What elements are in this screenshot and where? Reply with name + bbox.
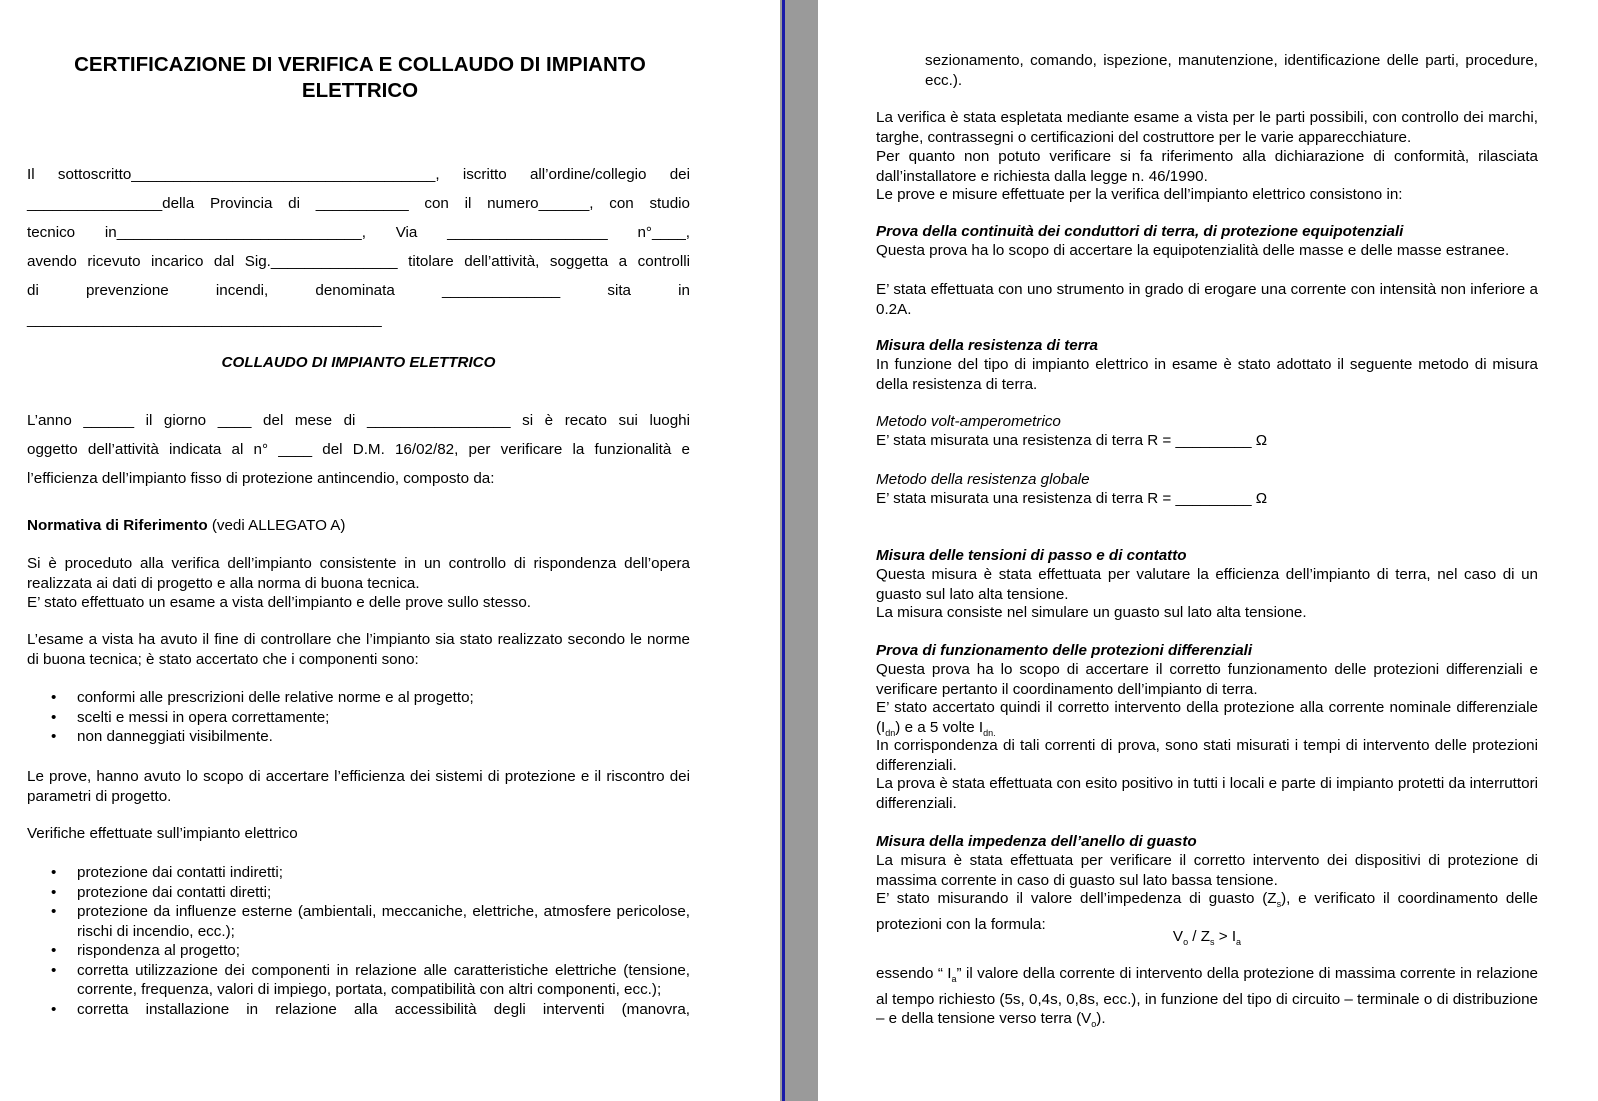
paragraph-expletata: La verifica è stata espletata mediante esame a vista per le parti possibili, con controllo dei marchi, targhe, contrassegni o certificazioni del costruttore per le varie apparecchiature. xyxy=(876,109,1538,146)
heading-differenziali: Prova di funzionamento delle protezioni differenziali xyxy=(876,642,1253,659)
text-run: ” il valore della corrente di intervento della protezione di massima corrente in relazione al tempo richiesto (5s, 0,4s, 0,8s, ecc.), in funzione del tipo di circuito – terminale o di distribuzione – e della tensione verso terra (V xyxy=(876,965,1539,1028)
list-item: • rispondenza al progetto; xyxy=(27,941,690,961)
text-run: essendo “ I xyxy=(876,965,952,982)
paragraph-differenziali-3: In corrispondenza di tali correnti di prova, sono stati misurati i tempi di intervento delle protezioni differenziali. xyxy=(876,737,1538,774)
heading-continuita: Prova della continuità dei conduttori di terra, di protezione equipotenziali xyxy=(876,223,1404,240)
anno-paragraph xyxy=(27,406,690,493)
subscript: dn xyxy=(885,727,896,738)
anno-line: l’efficienza dell’impianto fisso di protezione antincendio, composto da: xyxy=(27,470,495,487)
metodo-globale-line: E’ stata misurata una resistenza di terra R = _________ Ω xyxy=(876,490,1268,507)
metodo-globale-title: Metodo della resistenza globale xyxy=(876,471,1090,488)
metodo-volt-title: Metodo volt-amperometrico xyxy=(876,413,1061,430)
paragraph-resistenza: In funzione del tipo di impianto elettrico in esame è stato adottato il seguente metodo di misura della resistenza di terra. xyxy=(876,356,1538,393)
form-line: __________________________________________ xyxy=(27,311,382,328)
subscript: s xyxy=(1210,937,1215,948)
list-item: • scelti e messi in opera correttamente; xyxy=(27,708,690,728)
paragraph-continuita-2: E’ stata effettuata con uno strumento in grado di erogare una corrente con intensità non inferiore a 0.2A. xyxy=(876,281,1538,318)
anno-line: oggetto dell’attività indicata al n° ____ del D.M. 16/02/82, per verificare la funzionalità e xyxy=(27,441,690,458)
paragraph-prove-misure: Le prove e misure effettuate per la verifica dell’impianto elettrico consistono in: xyxy=(876,186,1403,203)
paragraph-impedenza-3 xyxy=(876,964,1538,1035)
formula xyxy=(876,927,1538,953)
form-line: Il sottoscritto____________________________________, iscritto all’ordine/collegio dei xyxy=(27,166,690,183)
list-item: • conformi alle prescrizioni delle relative norme e al progetto; xyxy=(27,688,690,708)
heading-impedenza: Misura della impedenza dell’anello di guasto xyxy=(876,833,1197,850)
text-run: ). xyxy=(1096,1010,1106,1028)
form-line: di prevenzione incendi, denominata ______________ sita in xyxy=(27,282,690,299)
subscript: o xyxy=(1183,937,1189,948)
paragraph-verifiche: Verifiche effettuate sull’impianto elettrico xyxy=(27,825,298,842)
components-list xyxy=(27,688,690,747)
list-item: • non danneggiati visibilmente. xyxy=(27,727,690,747)
document-title: CERTIFICAZIONE DI VERIFICA E COLLAUDO DI IMPIANTO ELETTRICO xyxy=(74,53,646,102)
page-divider xyxy=(780,0,818,1101)
paragraph-verifica: Si è proceduto alla verifica dell’impianto consistente in un controllo di rispondenza dell’opera realizzata ai dati di progetto e alla norma di buona tecnica. xyxy=(27,555,690,592)
list-item: • protezione dai contatti indiretti; xyxy=(27,863,690,883)
formula-v: V xyxy=(1172,928,1184,945)
formula-z: / Z xyxy=(1188,928,1211,945)
form-line: tecnico in_____________________________, Via ___________________ n°____, xyxy=(27,224,690,241)
paragraph-differenziali-1: Questa prova ha lo scopo di accertare il corretto funzionamento delle protezioni differenziali e verificare pertanto il coordinamento dell’impianto di terra. xyxy=(876,661,1538,698)
page-divider-line xyxy=(782,0,785,1101)
heading-tensioni: Misura delle tensioni di passo e di contatto xyxy=(876,547,1187,564)
text-run: E’ stato accertato quindi il corretto intervento della protezione alla corrente nominale differenziale (I xyxy=(876,699,1538,736)
anno-line: L’anno ______ il giorno ____ del mese di _________________ si è recato sui luoghi xyxy=(27,412,690,429)
list-item: • corretta installazione in relazione alla accessibilità degli interventi (manovra, xyxy=(27,1000,690,1020)
paragraph-esame-vista: L’esame a vista ha avuto il fine di controllare che l’impianto sia stato realizzato secondo le norme di buona tecnica; è stato accertato che i componenti sono: xyxy=(27,631,690,668)
paragraph-prove: Le prove, hanno avuto lo scopo di accertare l’efficienza dei sistemi di protezione e il riscontro dei parametri di progetto. xyxy=(27,768,690,805)
subscript: s xyxy=(1276,899,1282,910)
subscript: a xyxy=(1236,937,1242,948)
normativa-note: (vedi ALLEGATO A) xyxy=(207,517,346,534)
section-subtitle: COLLAUDO DI IMPIANTO ELETTRICO xyxy=(221,354,496,371)
checks-list xyxy=(27,863,690,1019)
metodo-volt-line: E’ stata misurata una resistenza di terra R = _________ Ω xyxy=(876,432,1268,449)
paragraph-esame: E’ stato effettuato un esame a vista dell’impianto e delle prove sullo stesso. xyxy=(27,594,532,611)
left-page xyxy=(0,0,780,1101)
subscript: a xyxy=(951,974,957,985)
formula-i: > I xyxy=(1214,928,1237,945)
list-item: • corretta utilizzazione dei componenti in relazione alle caratteristiche elettriche (tensione, corrente, frequenza, valori di impiego, portata, compatibilità con altri componenti, ecc.); xyxy=(27,961,690,1000)
paragraph-conformita: Per quanto non potuto verificare si fa riferimento alla dichiarazione di conformità, rilasciata dall’installatore e richiesta dalla legge n. 46/1990. xyxy=(876,148,1538,185)
normativa-label: Normativa di Riferimento xyxy=(27,517,208,534)
list-continuation: sezionamento, comando, ispezione, manutenzione, identificazione delle parti, procedure, ecc.). xyxy=(925,52,1538,89)
list-item: • protezione da influenze esterne (ambientali, meccaniche, elettriche, atmosfere pericolose, rischi di incendio, ecc.); xyxy=(27,902,690,941)
text-run: ) e a 5 volte I xyxy=(895,718,984,736)
text-run: ), e verificato il coordinamento delle protezioni con la formula: xyxy=(876,890,1538,933)
paragraph-continuita-1: Questa prova ha lo scopo di accertare la equipotenzialità delle masse e delle masse estranee. xyxy=(876,242,1510,259)
paragraph-tensioni-2: La misura consiste nel simulare un guasto sul lato alta tensione. xyxy=(876,604,1307,621)
right-page xyxy=(818,0,1598,1101)
text-run: E’ stato misurando il valore dell’impedenza di guasto (Z xyxy=(876,890,1277,907)
paragraph-differenziali-4: La prova è stata effettuata con esito positivo in tutti i locali e parte di impianto protetti da interruttori differenziali. xyxy=(876,775,1538,812)
form-line: avendo ricevuto incarico dal Sig._______________ titolare dell’attività, soggetta a controlli xyxy=(27,253,690,270)
normativa-line xyxy=(27,516,690,536)
form-line: ________________della Provincia di ___________ con il numero______, con studio xyxy=(27,195,690,212)
subscript: dn. xyxy=(983,727,996,738)
subscript: o xyxy=(1091,1019,1097,1030)
list-item: • protezione dai contatti diretti; xyxy=(27,883,690,903)
paragraph-impedenza-1: La misura è stata effettuata per verificare il corretto intervento dei dispositivi di protezione di massima corrente in caso di guasto sul lato bassa tensione. xyxy=(876,852,1538,889)
heading-resistenza: Misura della resistenza di terra xyxy=(876,337,1098,354)
paragraph-tensioni-1: Questa misura è stata effettuata per valutare la efficienza dell’impianto di terra, nel caso di un guasto sul lato alta tensione. xyxy=(876,566,1538,603)
declaration-form xyxy=(27,160,690,334)
